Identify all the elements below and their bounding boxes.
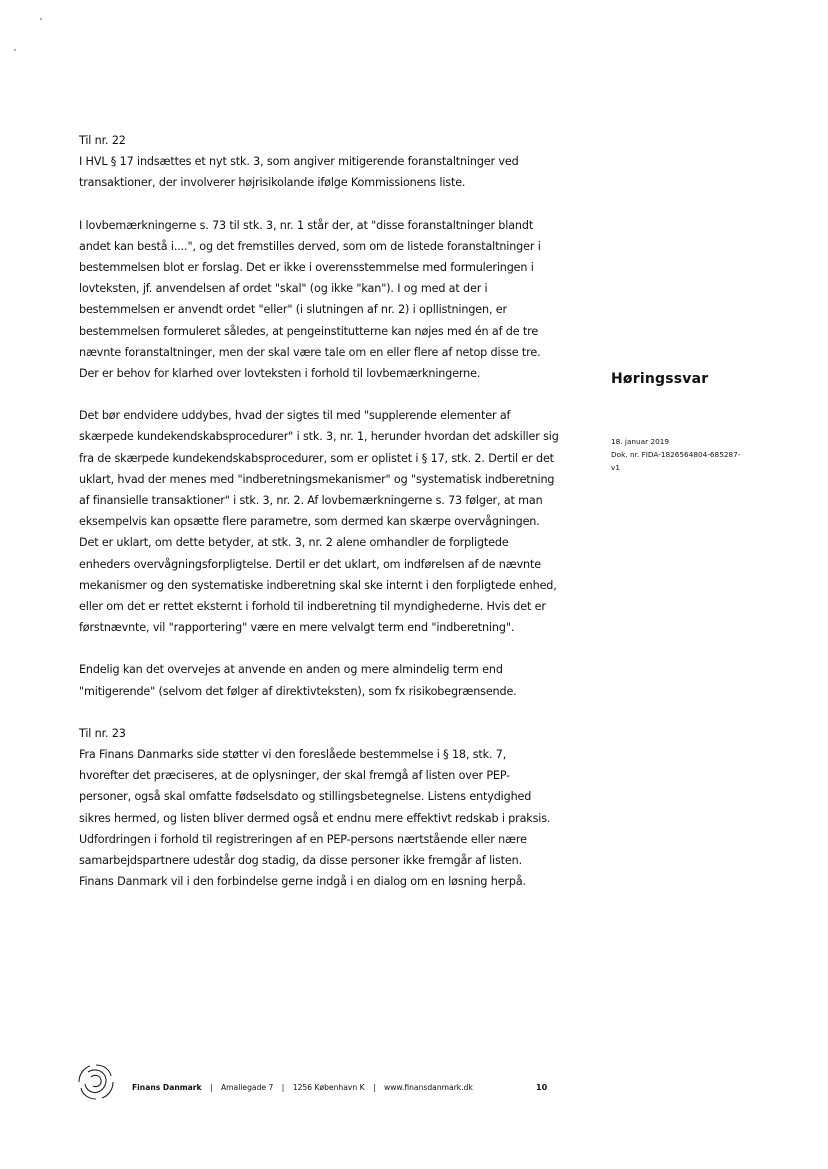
section-heading: Til nr. 23 <box>79 726 126 740</box>
footer-separator: | <box>281 1083 285 1092</box>
footer-address-line <box>132 1083 473 1092</box>
paragraph: I lovbemærkningerne s. 73 til stk. 3, nr. 1 står der, at "disse foranstaltninger blandt andet kan bestå i....", og det fremstilles derved, som om de listede foranstaltninger i bestemmelsen blot er forslag. Det er ikke i overensstemmelse med formuleringen i lovteksten, jf. anvendelsen af ordet "skal" (og ikke "kan"). I og med at der i bestemmelsen er anvendt ordet "eller" (i slutningen af nr. 2) i opllistningen, er bestemmelsen formuleret således, at pengeinstitutterne kan nøjes med én af de tre nævnte foranstaltninger, men der skal være tale om en eller flere af netop disse tre. Der er behov for klarhed over lovteksten i forhold til lovbemærkningerne. <box>79 218 541 381</box>
document-meta <box>611 435 781 474</box>
footer-brand: Finans Danmark <box>132 1083 202 1092</box>
scan-speck <box>40 18 42 20</box>
document-type-title: Høringssvar <box>611 371 709 387</box>
paragraph-text: I HVL § 17 indsættes et nyt stk. 3, som angiver mitigerende foranstaltninger ved transaktioner, der involverer højrisikolande ifølge Kommissionens liste. <box>79 155 519 190</box>
paragraph-nr22 <box>79 130 559 194</box>
footer-website-link[interactable]: www.finansdanmark.dk <box>383 1083 473 1092</box>
paragraph: Endelig kan det overvejes at anvende en anden og mere almindelig term end "mitigerende" (selvom det følger af direktivteksten), som fx risikobegrænsende. <box>79 663 517 698</box>
section-heading: Til nr. 22 <box>79 134 126 147</box>
document-version: v1 <box>611 463 620 472</box>
scan-speck <box>14 49 16 51</box>
body-text <box>79 130 559 914</box>
paragraph: Det bør endvidere uddybes, hvad der sigtes til med "supplerende elementer af skærpede kundekendskabsprocedurer" i stk. 3, nr. 1, herunder hvordan det adskiller sig fra de skærpede kundekendskabsprocedurer, som er oplistet i § 17, stk. 2. Dertil er det uklart, hvad der menes med "indberetningsmekanismer" og "systematisk indberetning af finansielle transaktioner" i stk. 3, nr. 2. Af lovbemærkningerne s. 73 følger, at man eksempelvis kan opsætte flere parametre, som dermed kan skærpe overvågningen. Det er uklart, om dette betyder, at stk. 3, nr. 2 alene omhandler de forpligtede enheders overvågningsforpligtelse. Dertil er det uklart, om indførelsen af de nævnte mekanismer og den systematiske indberetning skal ske internt i den forpligtede enhed, eller om det er rettet eksternt i forhold til indberetning til myndighederne. Hvis det er førstnævnte, vil "rapportering" være en mere velvalgt term end "indberetning". <box>79 409 559 635</box>
paragraph-nr23 <box>79 723 559 893</box>
page-number: 10 <box>536 1083 548 1092</box>
footer-separator: | <box>373 1083 376 1092</box>
footer-city: 1256 København K <box>292 1083 365 1092</box>
footer-street: Amaliegade 7 <box>220 1083 274 1092</box>
document-number: Dok. nr. FIDA-1826564804-685287- <box>611 450 741 459</box>
document-date: 18. januar 2019 <box>611 437 670 446</box>
footer-separator: | <box>209 1083 213 1092</box>
page-footer <box>76 1062 556 1102</box>
paragraph-text: Fra Finans Danmarks side støtter vi den foreslåede bestemmelse i § 18, stk. 7, hvorefter det præciseres, at de oplysninger, der skal fremgå af listen over PEP-personer, også skal omfatte fødselsdato og stillingsbetegnelse. Listens entydighed sikres hermed, og listen bliver dermed også et endnu mere effektivt redskab i praksis. Udfordringen i forhold til registreringen af en PEP-persons nærtstående eller nære samarbejdspartnere udestår dog stadig, da disse personer ikke fremgår af listen. Finans Danmark vil i den forbindelse gerne indgå i en dialog om en løsning herpå. <box>79 748 551 889</box>
finans-danmark-logo-icon <box>76 1062 116 1102</box>
